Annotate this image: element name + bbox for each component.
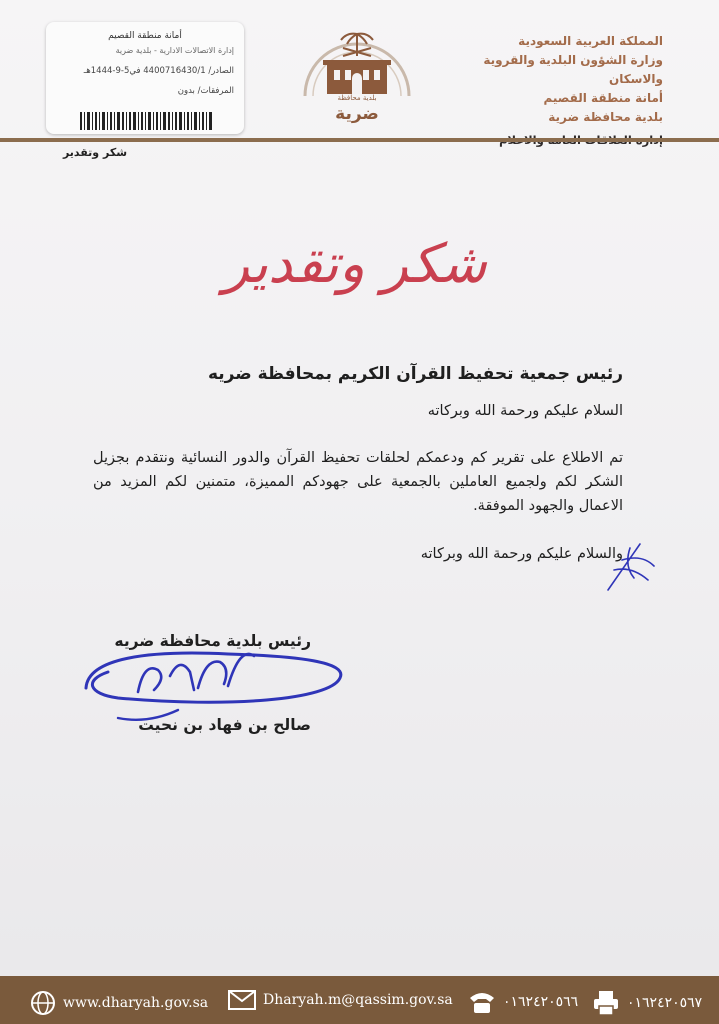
calligraphy-title: شكر وتقدير (223, 231, 487, 295)
sticker-org: إدارة الاتصالات الادارية - بلدية ضرية (115, 46, 234, 55)
closing-line: والسلام عليكم ورحمة الله وبركاته (420, 546, 623, 562)
phone-text: ٠١٦٢٤٢٠٥٦٦ (503, 994, 579, 1010)
ministry-line: وزارة الشؤون البلدية والقروية والاسكان (483, 53, 663, 86)
footer-bar (0, 976, 719, 1024)
subject-label: شكر وتقدير (62, 146, 128, 159)
website-text: www.dharyah.gov.sa (63, 995, 209, 1011)
letter-body: تم الاطلاع على تقرير كم ودعمكم لحلقات تحفيظ القرآن والدور النسائية ونتقدم بجزيل الشكر لكم ولجميع العاملين بالجمعية على جهودكم المميزة، متمنين لكم المزيد من الاعمال والجهود الموفقة. (93, 450, 623, 514)
signatory-name: صالح بن فهاد بن نحيت (138, 716, 311, 734)
sticker-attachments: المرفقات/ بدون (177, 86, 234, 96)
municipality-logo (297, 26, 417, 130)
footer-phone[interactable] (468, 990, 578, 1014)
telephone-icon (468, 990, 496, 1014)
header-divider (0, 138, 719, 142)
letterhead-text (453, 32, 663, 150)
envelope-icon (228, 990, 256, 1010)
kingdom-line: المملكة العربية السعودية (518, 34, 663, 48)
region-line: أمانة منطقة القصيم (543, 91, 663, 105)
municipality-line: بلدية محافظة ضرية (548, 110, 663, 124)
globe-icon (30, 990, 56, 1016)
recipient-line: رئيس جمعية تحفيظ القرآن الكريم بمحافظة ضريه (207, 364, 623, 384)
barcode-icon (80, 112, 212, 130)
footer-fax[interactable] (592, 990, 702, 1016)
greeting-line: السلام عليكم ورحمة الله وبركاته (427, 403, 623, 419)
registration-sticker (46, 22, 244, 134)
logo-name: ضرية (335, 104, 379, 124)
logo-subtitle: بلدية محافظة (337, 94, 377, 102)
footer-website[interactable] (30, 990, 208, 1016)
initials-mark-icon (600, 540, 660, 596)
sticker-title: أمانة منطقة القصيم (108, 31, 182, 41)
sticker-outgoing-number: الصادر/ 4400716430/1 في5-9-1444هـ (83, 66, 234, 76)
fax-printer-icon (592, 990, 620, 1016)
fax-text: ٠١٦٢٤٢٠٥٦٧ (627, 995, 703, 1011)
handwritten-signature-icon (78, 628, 358, 738)
footer-email[interactable] (228, 990, 453, 1010)
signatory-title: رئيس بلدية محافظة ضريه (114, 632, 311, 650)
email-text: Dharyah.m@qassim.gov.sa (263, 992, 453, 1008)
